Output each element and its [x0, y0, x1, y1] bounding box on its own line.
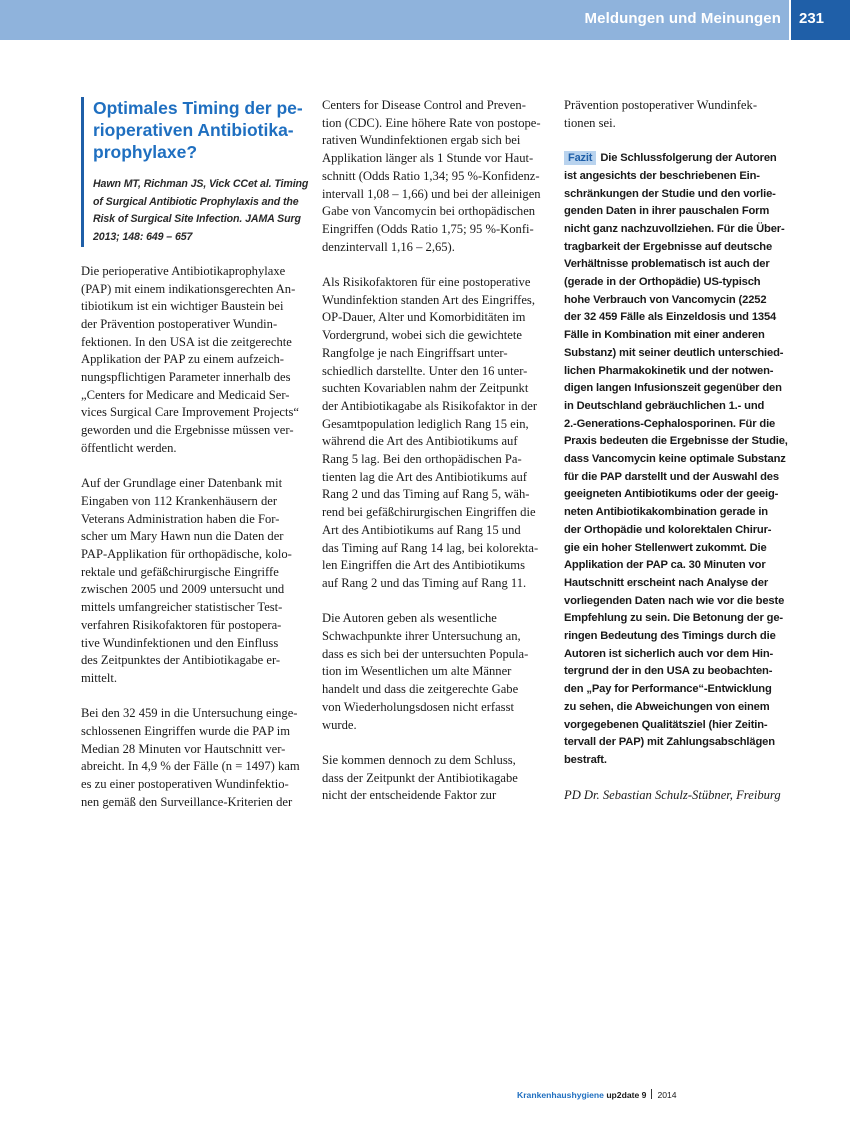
title-line: rioperativen Antibiotika- — [93, 120, 294, 140]
text-line: tion im Wesentlichen um alte Männer — [322, 664, 512, 679]
page-number-box — [789, 0, 850, 40]
text-line: Centers for Disease Control and Preven- — [322, 98, 526, 112]
text-line: handelt und dass die zeitgerechte Gabe — [322, 682, 519, 697]
text-line: OP-Dauer, Alter und Komorbiditäten im — [322, 310, 526, 325]
text-line: Applikation länger als 1 Stunde vor Haut- — [322, 151, 534, 166]
footer-separator — [651, 1089, 652, 1099]
column-3 — [564, 97, 790, 805]
text-line: tergrund der in den USA zu beobachten- — [564, 665, 773, 678]
footer-journal: Krankenhaushygiene — [517, 1090, 604, 1100]
text-line: es zu einer postoperativen Wundinfektio- — [81, 777, 289, 792]
text-line: Verhältnisse problematisch ist auch der — [564, 258, 770, 271]
text-line: Wundinfektion standen Art des Eingriffes, — [322, 292, 535, 307]
paragraph-gap — [81, 688, 306, 706]
text-line: (PAP) mit einem indikationsgerechten An- — [81, 281, 296, 296]
text-line: Prävention postoperativer Wundinfek- — [564, 98, 758, 112]
text-line: verfahren Risikofaktoren für postopera- — [81, 617, 282, 632]
text-line: „Centers for Medicare and Medicaid Ser- — [81, 387, 290, 402]
text-line: denzintervall 1,16 – 2,65). — [322, 239, 455, 254]
citation — [93, 176, 309, 247]
text-line: nen gemäß den Surveillance-Kriterien der — [81, 794, 293, 809]
fazit-box — [564, 150, 790, 770]
text-line: len Eingriffen die Art des Antibiotikums — [322, 558, 525, 573]
text-line: schlossenen Eingriffen wurde die PAP im — [81, 724, 291, 739]
text-line: für die PAP darstellt und der Auswahl des — [564, 470, 779, 483]
text-line: PAP-Applikation für orthopädische, kolo- — [81, 547, 292, 562]
fazit-first-line — [564, 150, 790, 168]
text-line: Rang 2 und das Timing auf Rang 5, wäh- — [322, 487, 530, 502]
text-line: lichen Pharmakokinetik und der notwen- — [564, 364, 774, 377]
text-line: vices Surgical Care Improvement Projects“ — [81, 405, 299, 420]
text-line: öffentlicht werden. — [81, 440, 177, 455]
text-line: dass Vancomycin keine optimale Substanz — [564, 453, 786, 466]
text-line: rativen Wundinfektionen ergab sich bei — [322, 133, 521, 148]
text-line: ringen Bedeutung des Timings durch die — [564, 630, 776, 643]
paragraph-gap — [81, 458, 306, 476]
text-line: rend bei gefäßchirurgischen Eingriffen die — [322, 505, 536, 520]
text-line: tienten lag die Art des Antibiotikums auf — [322, 469, 527, 484]
text-line: der Orthopädie und kolorektalen Chirur- — [564, 523, 772, 536]
text-line: nicht der entscheidende Faktor zur — [322, 788, 497, 803]
text-line: 2.-Generations-Cephalosporinen. Für die — [564, 417, 776, 430]
text-line: tragbarkeit der Ergebnisse auf deutsche — [564, 240, 773, 253]
text-line: während die Art des Antibiotikums auf — [322, 434, 518, 449]
text-line: Gabe von Vancomycin bei orthopädischen — [322, 204, 536, 219]
text-line: Auf der Grundlage einer Datenbank mit — [81, 476, 283, 491]
text-line: geeigneten Antibiotikums oder der geeig- — [564, 488, 779, 501]
text-line: gie ein hoher Stellenwert zukommt. Die — [564, 541, 767, 554]
footer-year: 2014 — [657, 1090, 677, 1100]
text-line: Rangfolge je nach Eingriffsart unter- — [322, 345, 508, 360]
title-line: prophylaxe? — [93, 142, 198, 162]
text-line: Hautschnitt erscheint nach Analyse der — [564, 576, 769, 589]
text-line: Die Schlussfolgerung der Autoren — [600, 152, 777, 165]
paragraph-gap — [322, 734, 548, 752]
citation-line: Risk of Surgical Site Infection. JAMA Surg — [93, 213, 301, 226]
text-line: Eingaben von 112 Krankenhäusern der — [81, 493, 278, 508]
text-line: tionen sei. — [564, 115, 616, 130]
text-line: ist angesichts der beschriebenen Ein- — [564, 169, 760, 182]
text-line: Fälle in Kombination mit einer anderen — [564, 329, 765, 342]
text-line: Die Autoren geben als wesentliche — [322, 611, 497, 626]
column-2-body — [322, 97, 548, 805]
section-title: Meldungen und Meinungen — [584, 10, 781, 27]
text-line: tervall der PAP) mit Zahlungsabschlägen — [564, 736, 775, 749]
citation-line: of Surgical Antibiotic Prophylaxis and the — [93, 195, 299, 208]
text-line: dass es sich bei der untersuchten Popula- — [322, 646, 529, 661]
author-signature: PD Dr. Sebastian Schulz-Stübner, Freiburg — [564, 788, 781, 803]
column-1 — [81, 97, 309, 812]
text-line: suchten Kovariablen nahm der Zeitpunkt — [322, 381, 529, 396]
text-line: Median 28 Minuten vor Hautschnitt ver- — [81, 741, 286, 756]
text-line: Praxis bedeuten die Ergebnisse der Studie, — [564, 435, 788, 448]
text-line: Die perioperative Antibiotikaprophylaxe — [81, 263, 286, 278]
text-line: tion (CDC). Eine höhere Rate von postope- — [322, 115, 541, 130]
text-line: (gerade in der Orthopädie) US-typisch — [564, 276, 761, 289]
text-line: tibiotikum ist ein wichtiger Baustein bei — [81, 299, 284, 314]
text-line: intervall 1,08 – 1,66) und bei der alleinigen — [322, 186, 541, 201]
text-line: abreicht. In 4,9 % der Fälle (n = 1497) kam — [81, 759, 300, 774]
text-line: Gesamtpopulation lediglich Rang 15 ein, — [322, 416, 529, 431]
text-line: mittelt. — [81, 670, 118, 685]
header-band — [0, 0, 850, 40]
footer-issue: up2date 9 — [606, 1090, 647, 1100]
text-line: scher um Mary Hawn nun die Daten der — [81, 529, 284, 544]
text-line: wurde. — [322, 717, 357, 732]
text-line: fektionen. In den USA ist die zeitgerechte — [81, 334, 292, 349]
text-line: in Deutschland gebräuchlichen 1.- und — [564, 399, 765, 412]
text-line: schiedlich darstellte. Unter den 16 unter- — [322, 363, 528, 378]
column-1-body — [81, 263, 306, 812]
text-line: Art des Antibiotikums auf Rang 15 und — [322, 522, 521, 537]
page-number: 231 — [799, 10, 825, 27]
text-line: von Wiederholungsdosen nicht erfasst — [322, 699, 514, 714]
title-line: Optimales Timing der pe- — [93, 98, 303, 118]
paragraph-gap — [564, 132, 790, 150]
text-line: auf Rang 2 und das Timing auf Rang 11. — [322, 575, 527, 590]
text-line: des Zeitpunktes der Antibiotikagabe er- — [81, 653, 281, 668]
text-line: tive Wundinfektionen und den Einfluss — [81, 635, 279, 650]
text-line: neten Antibiotikakombination gerade in — [564, 506, 768, 519]
text-line: hohe Verbrauch von Vancomycin (2252 — [564, 293, 767, 306]
text-line: Empfehlung zu sein. Die Betonung der ge- — [564, 612, 784, 625]
text-line: genden Daten in ihrer pauschalen Form — [564, 205, 770, 218]
text-line: nungspflichtigen Parameter innerhalb des — [81, 370, 291, 385]
text-line: rektale und gefäßchirurgische Eingriffe — [81, 564, 279, 579]
text-line: zwischen 2005 und 2009 untersucht und — [81, 582, 285, 597]
text-line: Substanz) mit seiner deutlich unterschied- — [564, 346, 784, 359]
text-line: der Antibiotikagabe als Risikofaktor in der — [322, 398, 538, 413]
paragraph-gap — [322, 593, 548, 611]
paragraph-gap — [564, 770, 790, 788]
text-line: Vordergrund, wobei sich die gewichtete — [322, 328, 522, 343]
text-line: Applikation der PAP ca. 30 Minuten vor — [564, 559, 766, 572]
text-line: dass der Zeitpunkt der Antibiotikagabe — [322, 770, 518, 785]
article-title — [93, 97, 306, 176]
column-3-intro — [564, 97, 790, 132]
text-line: schränkungen der Studie und den vorlie- — [564, 187, 776, 200]
citation-line: 2013; 148: 649 – 657 — [93, 231, 193, 244]
article-header — [81, 97, 309, 247]
text-line: schnitt (Odds Ratio 1,34; 95 %-Konfidenz- — [322, 168, 540, 183]
page-footer — [517, 1089, 677, 1100]
text-line: der 32 459 Fälle als Einzeldosis und 1354 — [564, 311, 777, 324]
text-line: Autoren ist sicherlich auch vor dem Hin- — [564, 647, 774, 660]
text-line: Veterans Administration haben die For- — [81, 511, 280, 526]
column-2 — [322, 97, 548, 805]
paragraph-gap — [322, 256, 548, 274]
text-line: zu sehen, die Abweichungen von einem — [564, 700, 770, 713]
text-line: der Prävention postoperativer Wundin- — [81, 316, 278, 331]
text-line: Schwachpunkte ihrer Untersuchung an, — [322, 629, 521, 644]
text-line: Sie kommen dennoch zu dem Schluss, — [322, 752, 516, 767]
text-line: Applikation der PAP zu einem aufzeich- — [81, 352, 284, 367]
text-line: den „Pay for Performance“-Entwicklung — [564, 683, 772, 696]
text-line: Eingriffen (Odds Ratio 1,75; 95 %-Konfi- — [322, 221, 534, 236]
text-line: vorliegenden Daten nach wie vor die beste — [564, 594, 785, 607]
text-line: Rang 5 lag. Bei den orthopädischen Pa- — [322, 452, 522, 467]
text-line: nicht ganz nachzuvollziehen. Für die Über- — [564, 222, 785, 235]
text-line: Bei den 32 459 in die Untersuchung einge- — [81, 706, 298, 721]
text-line: vorgegebenen Qualitätsziel (hier Zeitin- — [564, 718, 768, 731]
citation-line: Hawn MT, Richman JS, Vick CCet al. Timing — [93, 178, 309, 190]
text-line: Als Risikofaktoren für eine postoperative — [322, 275, 531, 290]
text-line: bestraft. — [564, 754, 607, 766]
text-line: mittels umfangreicher statistischer Test- — [81, 600, 283, 615]
fazit-label: Fazit — [564, 151, 596, 165]
text-line: geworden und die Ergebnisse müssen ver- — [81, 423, 294, 438]
text-line: digen langen Infusionszeit gegenüber den — [564, 382, 782, 395]
text-line: das Timing auf Rang 14 lag, bei kolorekta- — [322, 540, 539, 555]
